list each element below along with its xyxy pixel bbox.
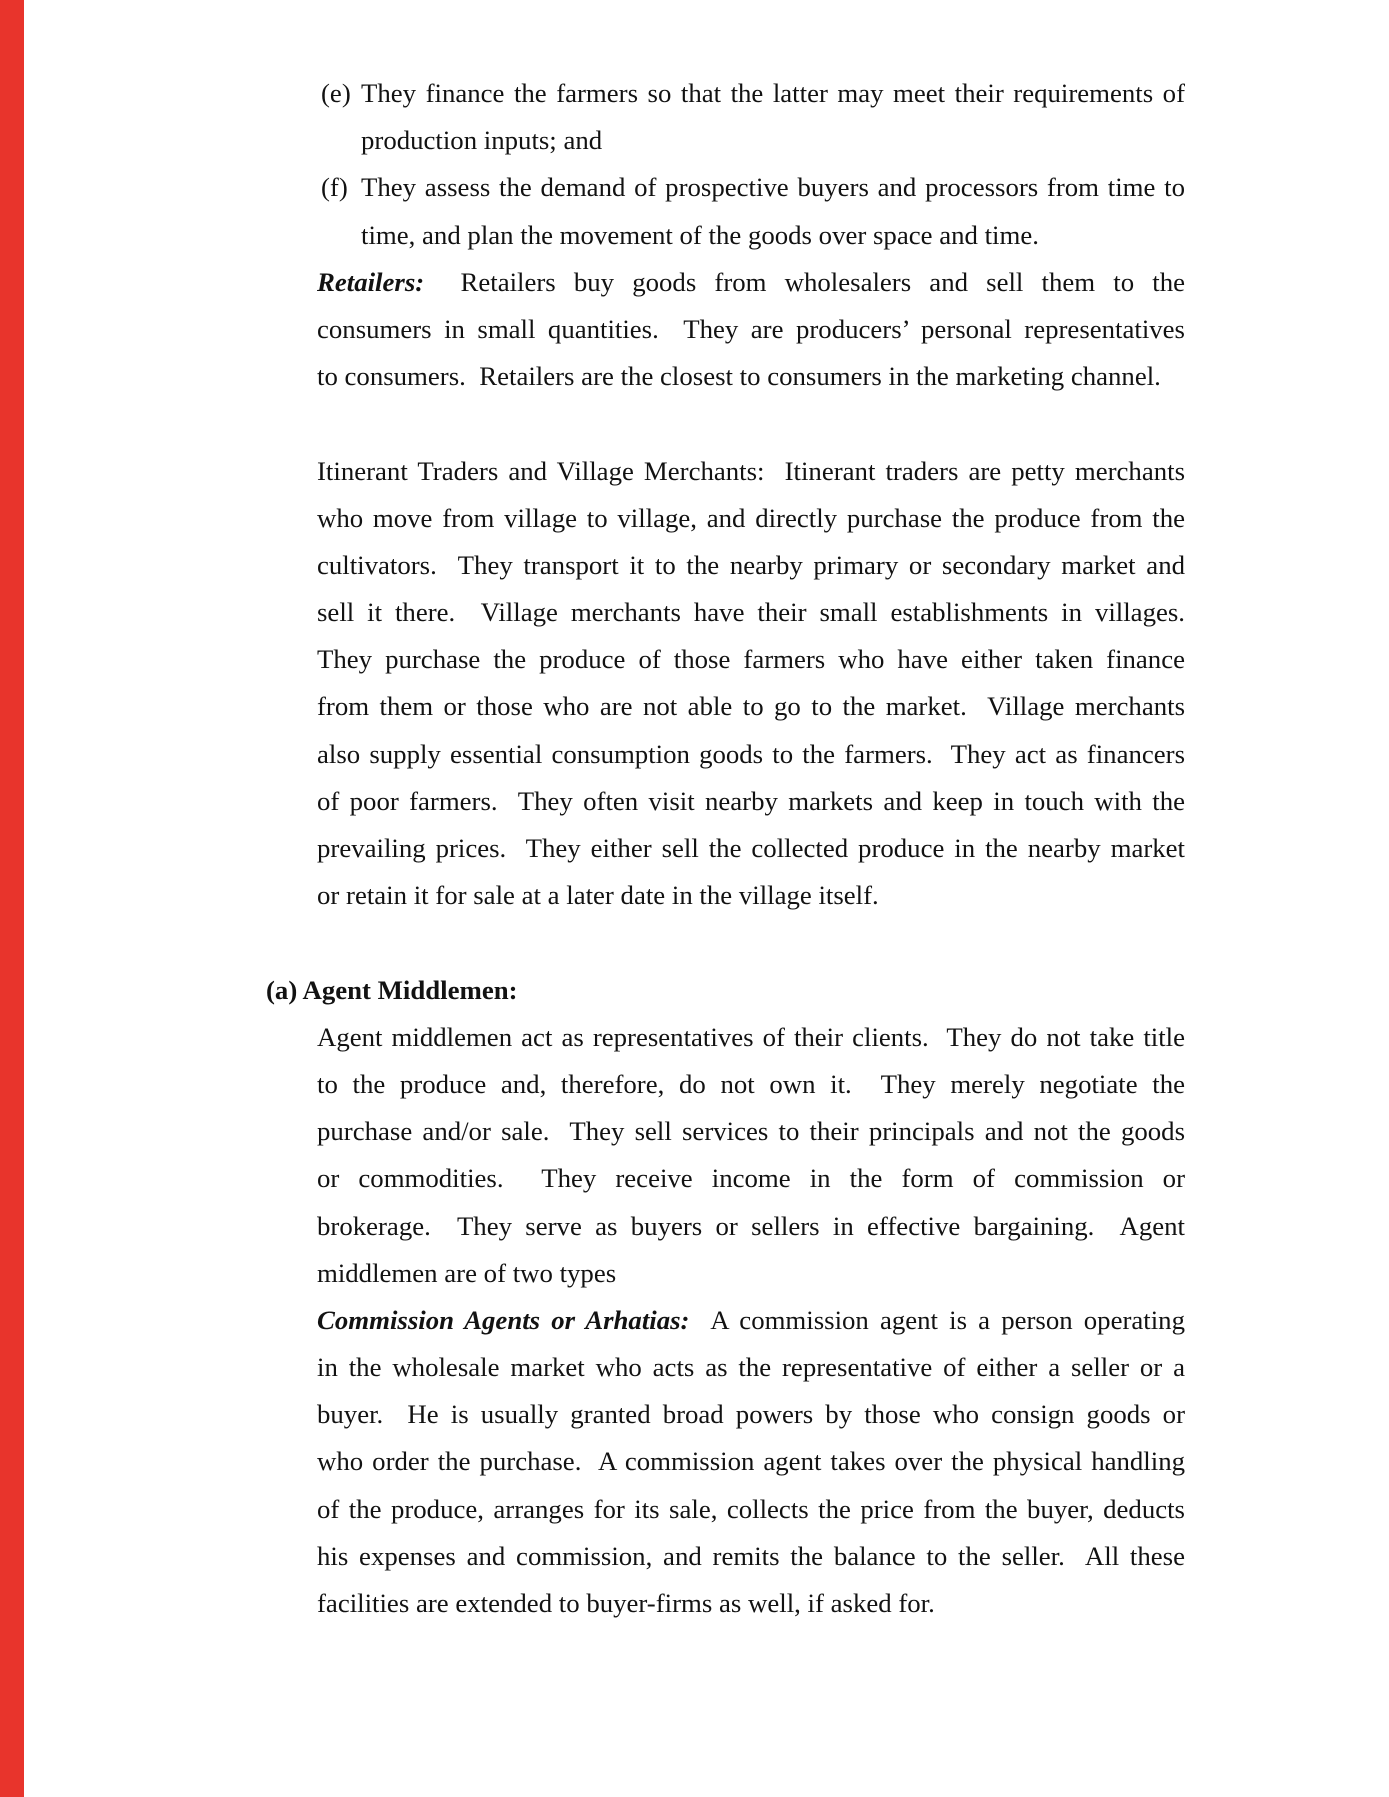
text-run: to the produce and, therefore, do not own it. They merely negotiate the: [317, 1068, 1185, 1099]
text-run: also supply essential consumption goods to the farmers. They act as financers: [317, 738, 1185, 769]
text-line: [317, 164, 1185, 211]
text-line: [317, 542, 1185, 589]
text-run: They purchase the produce of those farmers who have either taken finance: [317, 644, 1185, 675]
text-run: production inputs; and: [361, 125, 603, 156]
text-line: [317, 1155, 1185, 1202]
text-run: who order the purchase. A commission agent takes over the physical handling: [317, 1446, 1185, 1477]
text-run: Itinerant Traders and Village Merchants: Itinerant traders are petty merchants: [317, 455, 1185, 486]
text-line: [317, 589, 1185, 636]
text-run: of the produce, arranges for its sale, collects the price from the buyer, deducts: [317, 1493, 1185, 1524]
text-line: [317, 1580, 1185, 1627]
text-run: Retailers:: [317, 266, 425, 297]
text-line: [317, 117, 1185, 164]
text-run: his expenses and commission, and remits the balance to the seller. All these: [317, 1540, 1185, 1571]
list-marker: (e): [321, 78, 351, 108]
text-run: consumers in small quantities. They are producers’ personal representatives: [317, 313, 1185, 344]
text-line: [317, 1344, 1185, 1391]
text-run: from them or those who are not able to go to the market. Village merchants: [317, 691, 1185, 722]
text-line: [317, 495, 1185, 542]
text-line: [317, 1014, 1185, 1061]
text-line: [317, 1486, 1185, 1533]
text-run: sell it there. Village merchants have their small establishments in villages.: [317, 597, 1185, 628]
text-line: [266, 967, 1185, 1014]
text-run: or commodities. They receive income in the form of commission or: [317, 1163, 1185, 1194]
text-run: Commission Agents or Arhatias:: [317, 1304, 690, 1335]
text-line: [317, 636, 1185, 683]
text-line: [317, 448, 1185, 495]
text-run: middlemen are of two types: [317, 1257, 617, 1288]
document-body: [266, 70, 1185, 1627]
text-line: [317, 70, 1185, 117]
text-line: [317, 306, 1185, 353]
text-line: [317, 1533, 1185, 1580]
text-run: They assess the demand of prospective buyers and processors from time to: [361, 172, 1185, 203]
text-line: [317, 1250, 1185, 1297]
text-run: in the wholesale market who acts as the representative of either a seller or a: [317, 1352, 1185, 1383]
text-run: cultivators. They transport it to the nearby primary or secondary market and: [317, 549, 1185, 580]
text-line: [317, 1297, 1185, 1344]
text-line: [317, 731, 1185, 778]
text-run: They finance the farmers so that the latter may meet their requirements of: [361, 78, 1185, 108]
text-line: [317, 1203, 1185, 1250]
page-edge-red-stripe: [0, 0, 24, 1797]
text-run: to consumers. Retailers are the closest to consumers in the marketing channel.: [317, 361, 1161, 392]
text-run: brokerage. They serve as buyers or sellers in effective bargaining. Agent: [317, 1210, 1185, 1241]
list-marker: (f): [321, 172, 348, 203]
text-line: [317, 683, 1185, 730]
text-run: who move from village to village, and directly purchase the produce from the: [317, 502, 1185, 533]
text-run: time, and plan the movement of the goods over space and time.: [361, 219, 1039, 250]
text-run: facilities are extended to buyer-firms as well, if asked for.: [317, 1588, 935, 1618]
blank-line: [317, 400, 1185, 447]
text-line: [317, 778, 1185, 825]
text-run: of poor farmers. They often visit nearby markets and keep in touch with the: [317, 785, 1185, 816]
text-line: [317, 1061, 1185, 1108]
blank-line: [317, 919, 1185, 966]
text-run: (a) Agent Middlemen:: [266, 974, 518, 1005]
text-run: A commission agent is a person operating: [689, 1304, 1185, 1335]
text-run: Agent middlemen act as representatives of their clients. They do not take title: [317, 1021, 1185, 1052]
text-run: Retailers buy goods from wholesalers and sell them to the: [424, 266, 1185, 297]
text-run: buyer. He is usually granted broad powers by those who consign goods or: [317, 1399, 1185, 1430]
text-run: purchase and/or sale. They sell services to their principals and not the goods: [317, 1116, 1185, 1147]
text-line: [317, 353, 1185, 400]
text-line: [317, 1391, 1185, 1438]
text-line: [317, 212, 1185, 259]
text-line: [317, 872, 1185, 919]
text-line: [317, 259, 1185, 306]
text-line: [317, 1108, 1185, 1155]
text-line: [317, 825, 1185, 872]
text-line: [317, 1438, 1185, 1485]
text-run: prevailing prices. They either sell the collected produce in the nearby market: [317, 833, 1185, 863]
text-run: or retain it for sale at a later date in the village itself.: [317, 880, 879, 911]
